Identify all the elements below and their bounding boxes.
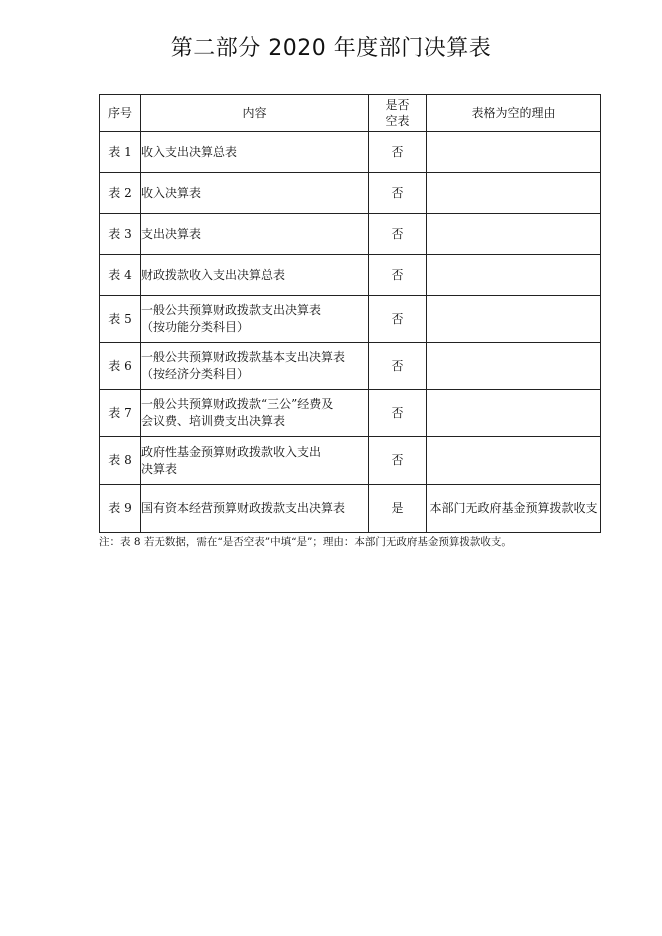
row-content: 一般公共预算财政拨款“三公”经费及 会议费、培训费支出决算表 [141, 390, 369, 437]
row-is-empty: 是 [369, 485, 427, 533]
row-reason [427, 390, 601, 437]
row-content: 收入决算表 [141, 173, 369, 214]
row-reason: 本部门无政府基金预算拨款收支 [427, 485, 601, 533]
row-is-empty: 否 [369, 296, 427, 343]
footnote: 注：表 8 若无数据，需在“是否空表”中填“是”；理由：本部门无政府基金预算拨款收支。 [99, 536, 512, 548]
row-no: 表 3 [100, 214, 141, 255]
table-row [100, 343, 601, 390]
table-row [100, 390, 601, 437]
row-is-empty: 否 [369, 214, 427, 255]
table-row [100, 485, 601, 533]
row-no: 表 6 [100, 343, 141, 390]
row-reason [427, 437, 601, 485]
row-no: 表 4 [100, 255, 141, 296]
row-is-empty: 否 [369, 390, 427, 437]
table-row [100, 173, 601, 214]
row-content: 国有资本经营预算财政拨款支出决算表 [141, 485, 369, 533]
row-no: 表 1 [100, 132, 141, 173]
row-content: 政府性基金预算财政拨款收入支出 决算表 [141, 437, 369, 485]
table-row [100, 437, 601, 485]
row-no: 表 2 [100, 173, 141, 214]
table-row [100, 296, 601, 343]
row-is-empty: 否 [369, 437, 427, 485]
row-no: 表 5 [100, 296, 141, 343]
row-is-empty: 否 [369, 173, 427, 214]
row-is-empty: 否 [369, 132, 427, 173]
header-reason: 表格为空的理由 [427, 95, 601, 132]
header-no: 序号 [100, 95, 141, 132]
row-reason [427, 296, 601, 343]
row-content: 一般公共预算财政拨款支出决算表 （按功能分类科目） [141, 296, 369, 343]
header-content: 内容 [141, 95, 369, 132]
row-reason [427, 214, 601, 255]
row-is-empty: 否 [369, 343, 427, 390]
row-content: 财政拨款收入支出决算总表 [141, 255, 369, 296]
header-is-empty: 是否 空表 [369, 95, 427, 132]
page-title: 第二部分 2020 年度部门决算表 [170, 36, 492, 61]
table-row [100, 214, 601, 255]
row-content: 收入支出决算总表 [141, 132, 369, 173]
row-reason [427, 173, 601, 214]
row-no: 表 7 [100, 390, 141, 437]
row-reason [427, 343, 601, 390]
table-row [100, 132, 601, 173]
row-is-empty: 否 [369, 255, 427, 296]
table-row [100, 255, 601, 296]
row-content: 支出决算表 [141, 214, 369, 255]
table-header-row [100, 95, 601, 132]
row-reason [427, 132, 601, 173]
row-no: 表 9 [100, 485, 141, 533]
decision-table [99, 94, 601, 533]
row-no: 表 8 [100, 437, 141, 485]
row-reason [427, 255, 601, 296]
row-content: 一般公共预算财政拨款基本支出决算表 （按经济分类科目） [141, 343, 369, 390]
